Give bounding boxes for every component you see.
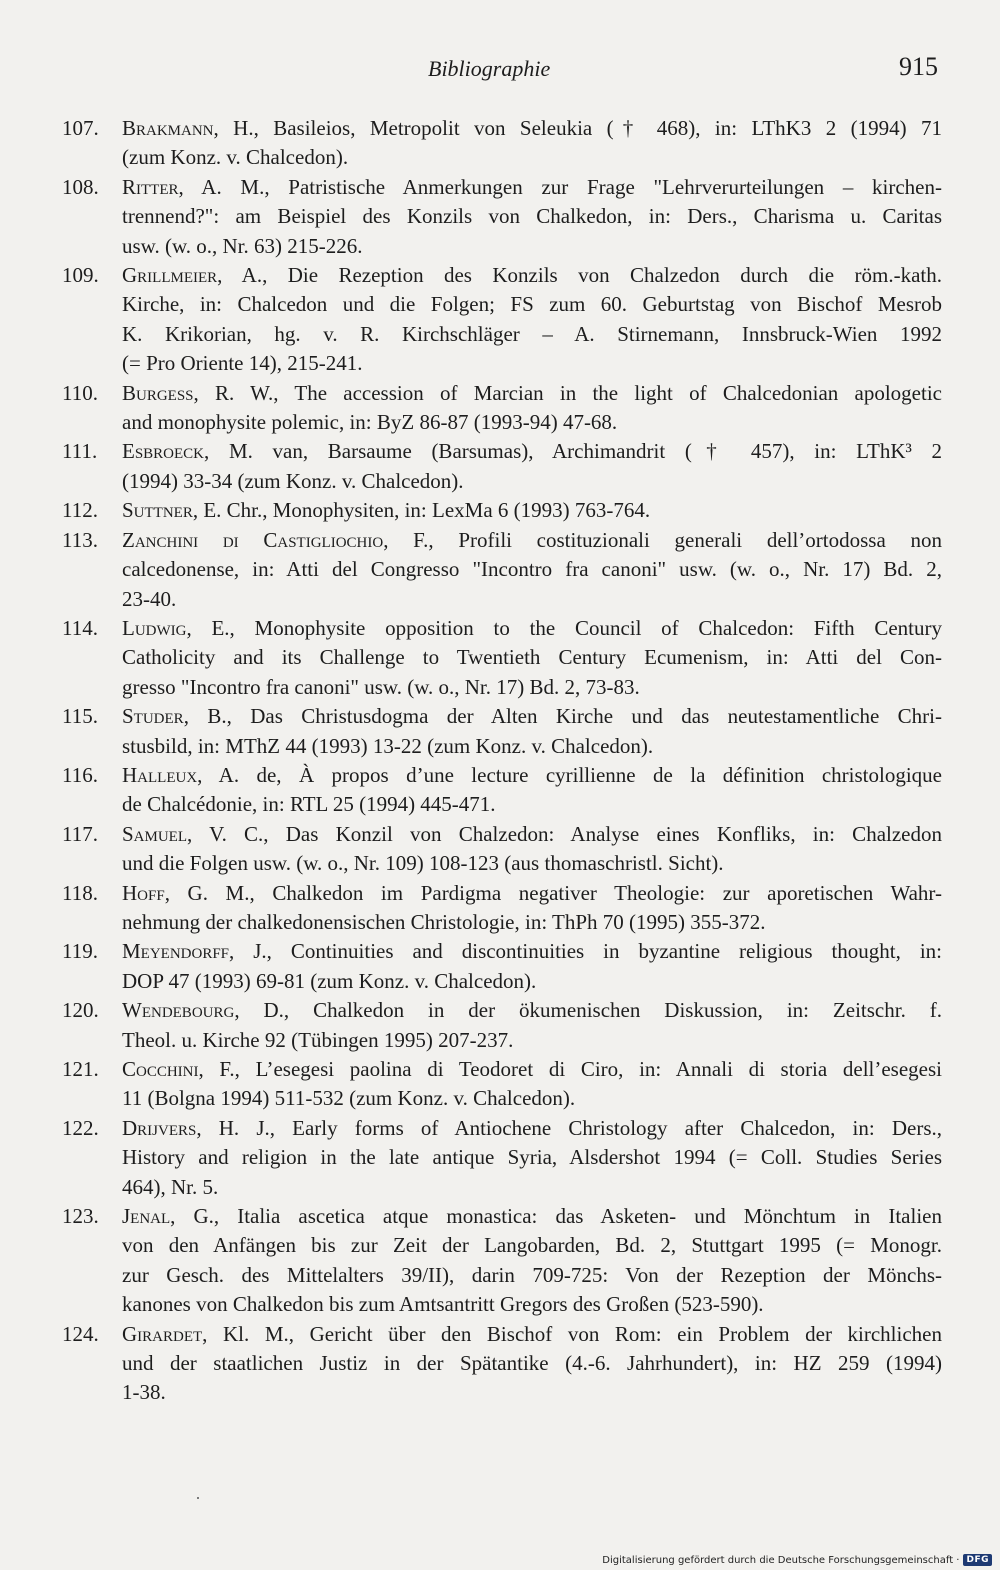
entry-number: 117. [62,821,98,846]
entry-line [122,1261,942,1290]
entry-line [122,496,942,525]
entry-number: 121. [62,1057,99,1081]
entry-number: 119. [62,939,98,964]
entry-number: 124. [62,1321,99,1346]
entry-line [122,1378,942,1407]
entry-line [122,143,942,172]
entry-line [122,643,942,672]
entry-author: Hoff [122,880,165,905]
entry-text: , D., Chalkedon in der ökumenischen Diskussion, in: Zeitschr. f. [234,998,942,1023]
entry-number: 114. [62,615,98,640]
running-title: Bibliographie [428,56,551,81]
entry-author: Cocchini [122,1057,199,1081]
entry-number: 107. [62,116,99,140]
digitization-credit: Digitalisierung gefördert durch die Deutsche Forschungsgemeinschaft · [602,1554,960,1566]
entry-line [122,1349,942,1378]
page-number: 915 [899,52,938,81]
entry-text: History and religion in the late antique Syria, Alsdershot 1994 (= Coll. Studies Series [122,1145,942,1170]
bibliography-entry [0,114,1000,173]
bibliography-entry [0,879,1000,938]
entry-author: Burgess [122,380,194,405]
entry-line [122,790,942,819]
entry-author: Ritter [122,174,179,199]
entry-text: , H. J., Early forms of Antiochene Christology after Chalcedon, in: Ders., [196,1115,942,1140]
entry-text: von den Anfängen bis zur Zeit der Langobarden, Bd. 2, Stuttgart 1995 (= Monogr. [122,1233,942,1258]
entry-text: stusbild, in: MThZ 44 (1993) 13-22 (zum Konz. v. Chalcedon). [122,733,654,758]
entry-author: Drijvers [122,1115,197,1140]
entry-text: , R. W., The accession of Marcian in the light of Chalcedonian apologetic [193,380,942,405]
entry-line [122,232,942,261]
entry-author: Samuel [122,821,188,846]
entry-line [122,408,942,437]
bibliography-entry [0,614,1000,702]
entry-line [122,1143,942,1172]
bibliography-entry [0,996,1000,1055]
entry-text: 11 (Bolgna 1994) 511-532 (zum Konz. v. Chalcedon). [122,1086,576,1111]
entry-author: Studer [122,704,184,729]
entry-text: Theol. u. Kirche 92 (Tübingen 1995) 207-237. [122,1027,514,1052]
bibliography-entry [0,761,1000,820]
entry-line [122,1173,942,1202]
entry-text: , B., Das Christusdogma der Alten Kirche und das neutestamentliche Chri- [183,704,942,729]
entry-line [122,320,942,349]
entry-text: , A., Die Rezeption des Konzils von Chalzedon durch die röm.-kath. [217,263,942,288]
entry-number: 108. [62,174,99,199]
entry-line [122,1055,942,1084]
entry-text: , H., Basileios, Metropolit von Seleukia († 468), in: LThK3 2 (1994) 71 [213,116,942,140]
entry-text: gresso "Incontro fra canoni" usw. (w. o., Nr. 17) Bd. 2, 73-83. [122,674,640,699]
entry-line [122,173,942,202]
entry-text: kanones von Chalkedon bis zum Amtsantritt Gregors des Großen (523-590). [122,1292,764,1317]
entry-number: 115. [62,704,98,729]
bibliography-entry [0,1202,1000,1320]
bibliography-entry [0,261,1000,379]
entry-text: , E., Monophysite opposition to the Council of Chalcedon: Fifth Century [186,615,942,640]
entry-author: Ludwig [122,615,187,640]
entry-line [122,820,942,849]
entry-author: Grillmeier [122,263,218,288]
entry-line [122,261,942,290]
entry-author: Esbroeck [122,439,205,464]
footer [602,1554,992,1566]
page-header [0,52,1000,88]
entry-line [122,673,942,702]
entry-number: 116. [62,762,98,787]
entry-line [122,1290,942,1319]
entry-line [122,761,942,790]
bibliography-entry [0,173,1000,261]
entry-number: 109. [62,263,99,288]
entry-line [122,732,942,761]
entry-text: trennend?": am Beispiel des Konzils von Chalkedon, in: Ders., Charisma u. Caritas [122,204,942,229]
entry-author: Meyendorff [122,939,230,964]
entry-line [122,202,942,231]
entry-number: 112. [62,498,98,523]
entry-text: , Kl. M., Gericht über den Bischof von Rom: ein Problem der kirchlichen [202,1321,942,1346]
entry-text: , V. C., Das Konzil von Chalzedon: Analyse eines Konfliks, in: Chalzedon [187,821,942,846]
entry-number: 113. [62,527,98,552]
entry-text: , F., Profili costituzionali generali dell’ortodossa non [383,527,942,552]
entry-text: (= Pro Oriente 14), 215-241. [122,351,363,376]
entry-line [122,114,942,143]
entry-line [122,1320,942,1349]
entry-line [122,996,942,1025]
entry-author: Brakmann [122,116,214,140]
entry-text: , G. M., Chalkedon im Pardigma negativer Theologie: zur aporetischen Wahr- [164,880,942,905]
entry-number: 111. [62,439,98,464]
entry-line [122,849,942,878]
entry-line [122,349,942,378]
bibliography-list [0,114,1000,1408]
entry-line [122,467,942,496]
entry-author: Girardet [122,1321,203,1346]
entry-line [122,526,942,555]
entry-text: (1994) 33-34 (zum Konz. v. Chalcedon). [122,468,464,493]
entry-author: Halleux [122,762,198,787]
entry-author: Zanchini di Castigliochio [122,527,384,552]
bibliography-entry [0,702,1000,761]
entry-text: zur Gesch. des Mittelalters 39/II), darin 709-725: Von der Rezeption der Mönchs- [122,1262,942,1287]
bibliography-entry [0,437,1000,496]
entry-line [122,585,942,614]
entry-number: 110. [62,380,98,405]
entry-text: DOP 47 (1993) 69-81 (zum Konz. v. Chalcedon). [122,968,537,993]
entry-author: Jenal [122,1204,171,1229]
entry-line [122,1114,942,1143]
entry-text: , A. M., Patristische Anmerkungen zur Frage "Lehrverurteilungen – kirchen- [178,174,942,199]
entry-text: K. Krikorian, hg. v. R. Kirchschläger – A. Stirnemann, Innsbruck-Wien 1992 [122,321,942,346]
entry-text: , F., L’esegesi paolina di Teodoret di Ciro, in: Annali di storia dell’esegesi [198,1057,942,1081]
entry-number: 123. [62,1204,99,1229]
entry-text: 464), Nr. 5. [122,1174,219,1199]
entry-text: , E. Chr., Monophysiten, in: LexMa 6 (1993) 763-764. [192,498,651,523]
entry-author: Suttner [122,498,193,523]
bibliography-entry [0,820,1000,879]
bibliography-entry [0,1055,1000,1114]
entry-text: und die Folgen usw. (w. o., Nr. 109) 108-123 (aus thomaschristl. Sicht). [122,851,724,876]
entry-text: 1-38. [122,1380,166,1405]
bibliography-entry [0,526,1000,614]
entry-line [122,702,942,731]
entry-line [122,937,942,966]
entry-text: Catholicity and its Challenge to Twentieth Century Ecumenism, in: Atti del Con- [122,645,942,670]
entry-text: , M. van, Barsaume (Barsumas), Archimandrit († 457), in: LThK³ 2 [204,439,942,464]
entry-text: 23-40. [122,586,177,611]
bibliography-entry [0,937,1000,996]
entry-line [122,1202,942,1231]
entry-line [122,614,942,643]
entry-text: usw. (w. o., Nr. 63) 215-226. [122,233,363,258]
entry-text: de Chalcédonie, in: RTL 25 (1994) 445-471. [122,792,496,817]
entry-line [122,379,942,408]
bibliography-entry [0,1114,1000,1202]
entry-line [122,1231,942,1260]
entry-line [122,879,942,908]
entry-text: nehmung der chalkedonensischen Christologie, in: ThPh 70 (1995) 355-372. [122,909,766,934]
dfg-logo: DFG [963,1554,992,1566]
entry-number: 122. [62,1115,99,1140]
entry-text: Kirche, in: Chalcedon und die Folgen; FS zum 60. Geburtstag von Bischof Mesrob [122,292,942,317]
entry-line [122,555,942,584]
entry-line [122,1026,942,1055]
bibliography-entry [0,1320,1000,1408]
entry-text: , G., Italia ascetica atque monastica: das Asketen- und Mönchtum in Italien [170,1204,942,1229]
bibliography-entry [0,496,1000,525]
bibliography-entry [0,379,1000,438]
entry-text: calcedonense, in: Atti del Congresso "Incontro fra canoni" usw. (w. o., Nr. 17) Bd. 2, [122,557,942,582]
entry-author: Wendebourg [122,998,235,1023]
entry-line [122,1084,942,1113]
entry-line [122,967,942,996]
entry-text: und der staatlichen Justiz in der Spätantike (4.-6. Jahrhundert), in: HZ 259 (1994) [122,1351,942,1376]
scan-speck [197,1497,199,1499]
entry-number: 120. [62,998,99,1023]
entry-text: , A. de, À propos d’une lecture cyrillienne de la définition christologique [197,762,942,787]
entry-line [122,437,942,466]
entry-number: 118. [62,880,98,905]
entry-text: and monophysite polemic, in: ByZ 86-87 (1993-94) 47-68. [122,410,618,435]
entry-line [122,290,942,319]
entry-text: (zum Konz. v. Chalcedon). [122,145,349,170]
entry-line [122,908,942,937]
entry-text: , J., Continuities and discontinuities in byzantine religious thought, in: [229,939,942,964]
